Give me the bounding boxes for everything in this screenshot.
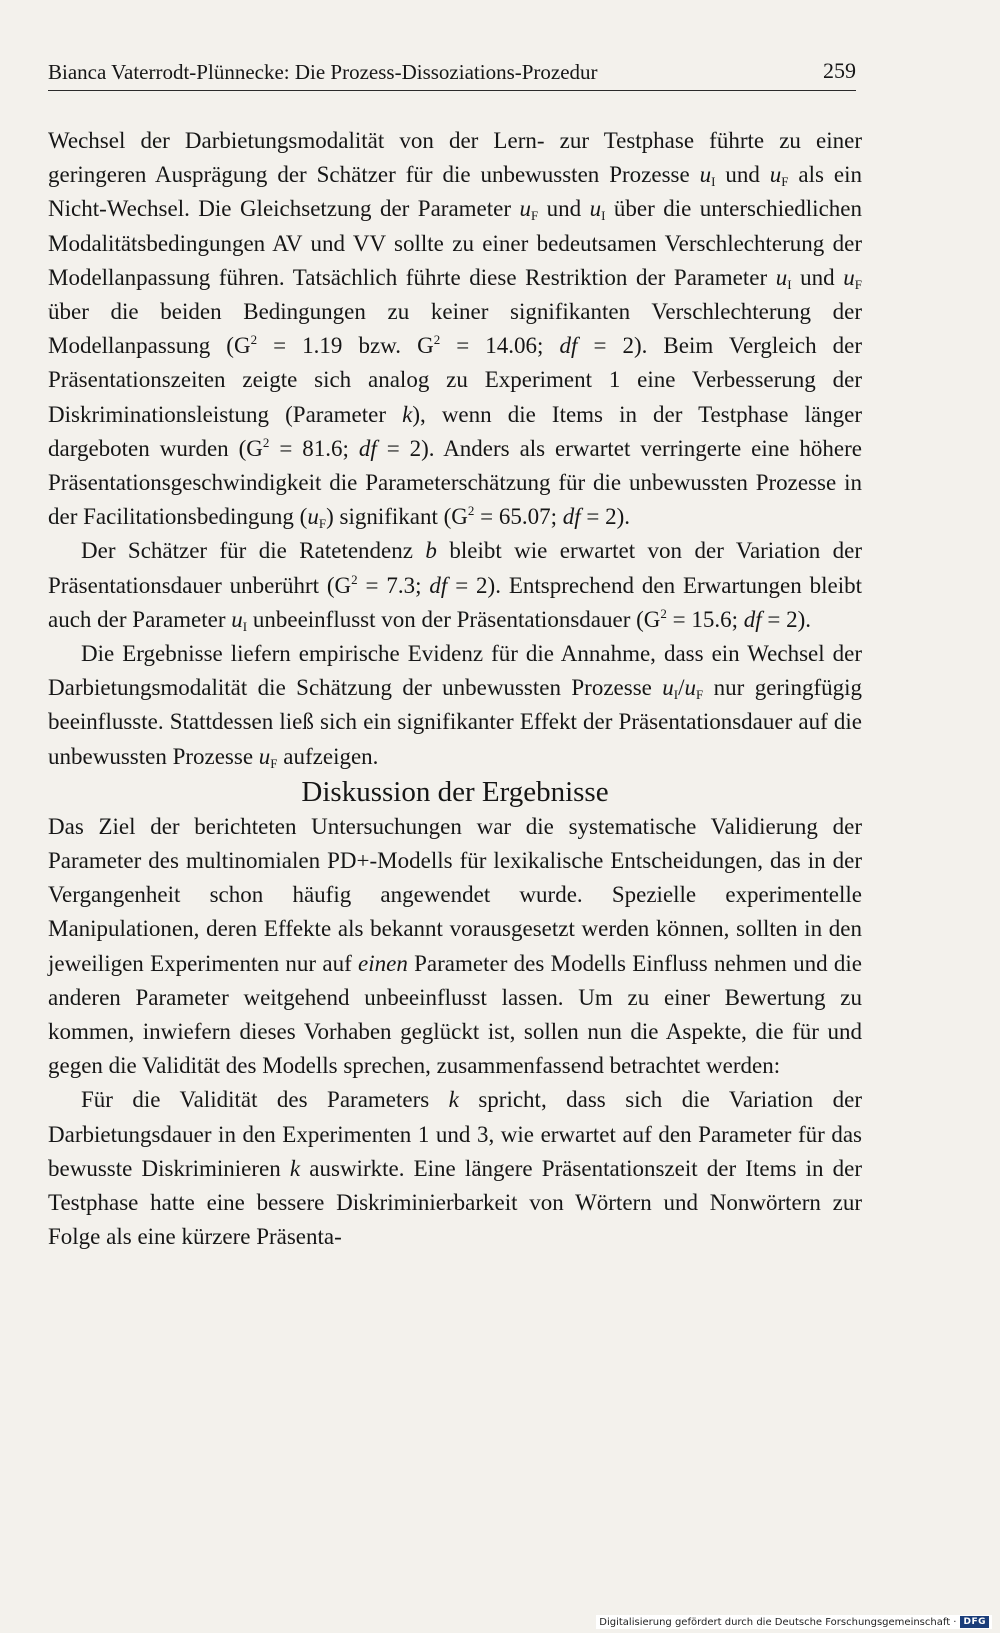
footer-text: Digitalisierung gefördert durch die Deutsche Forschungsgemeinschaft · <box>599 1616 957 1628</box>
section-heading: Diskussion der Ergebnisse <box>301 775 609 808</box>
page-number: 259 <box>823 58 856 83</box>
paragraph-1: Wechsel der Darbietungsmodalität von der Lern- zur Testphase führte zu einer geringeren Ausprägung der Schätzer für die unbewussten Prozesse $u_I$ und $u_F$ als ein Nicht-Wechsel. Die Gleichsetzung der Parameter $u_F$ und $u_I$ über die unterschiedlichen Modalitätsbedingungen AV und VV sollte zu einer bedeutsamen Verschlechterung der Modellanpassung führen. Tatsächlich führte diese Restriktion der Parameter $u_I$ und $u_F$ über die beiden Bedingungen zu keiner signifikanten Verschlechterung der Modellanpassung ($G^2 = 1.19$ bzw. $G^2 = 14.06$; df = 2). Beim Vergleich der Präsentationszeiten zeigte sich analog zu Experiment 1 eine Verbesserung der Diskriminationsleistung (Parameter k), wenn die Items in der Testphase länger dargeboten wurden ($G^2 = 81.6$; df = 2). Anders als erwartet verringerte eine höhere Präsentationsgeschwindigkeit die Parameterschätzung für die unbewussten Prozesse in der Facilitationsbedingung $(u_F)$ signifikant ($G^2 = 65.07$; df = 2). <box>48 128 863 532</box>
paragraph-3: Die Ergebnisse liefern empirische Evidenz für die Annahme, dass ein Wechsel der Darbietungsmodalität die Schätzung der unbewussten Prozesse $u_I/u_F$ nur geringfügig beeinflusste. Stattdessen ließ sich ein signifikanter Effekt der Präsentationsdauer auf die unbewussten Prozesse $u_F$ aufzeigen. <box>48 641 863 771</box>
running-head <box>48 58 856 91</box>
dfg-logo-icon: DFG <box>960 1616 989 1628</box>
digitization-footer <box>596 1615 992 1629</box>
paragraph-2: Der Schätzer für die Ratetendenz b bleibt wie erwartet von der Variation der Präsentationsdauer unberührt ($G^2 = 7.3$; df = 2). Entsprechend den Erwartungen bleibt auch der Parameter $u_I$ unbeeinflusst von der Präsentationsdauer ($G^2 = 15.6$; df = 2). <box>48 538 862 634</box>
body-text <box>48 124 862 1255</box>
paragraph-5: Für die Validität des Parameters k spricht, dass sich die Variation der Darbietungsdauer in den Experimenten 1 und 3, wie erwartet auf den Parameter für das bewusste Diskriminieren k auswirkte. Eine längere Präsentationszeit der Items in der Testphase hatte eine bessere Diskriminierbarkeit von Wörtern und Nonwörtern zur Folge als eine kürzere Präsenta- <box>48 1087 862 1250</box>
running-title: Bianca Vaterrodt-Plünnecke: Die Prozess-Dissoziations-Prozedur <box>48 60 598 84</box>
paragraph-4: Das Ziel der berichteten Untersuchungen war die systematische Validierung der Parameter des multinomialen PD+-Modells für lexikalische Entscheidungen, das in der Vergangenheit schon häufig angewendet wurde. Spezielle experimentelle Manipulationen, deren Effekte als bekannt vorausgesetzt werden können, sollten in den jeweiligen Experimenten nur auf einen Parameter des Modells Einfluss nehmen und die anderen Parameter weitgehend unbeeinflusst lassen. Um zu einer Bewertung zu kommen, inwiefern dieses Vorhaben geglückt ist, sollen nun die Aspekte, die für und gegen die Validität des Modells sprechen, zusammenfassend betrachtet werden: <box>48 813 863 1079</box>
